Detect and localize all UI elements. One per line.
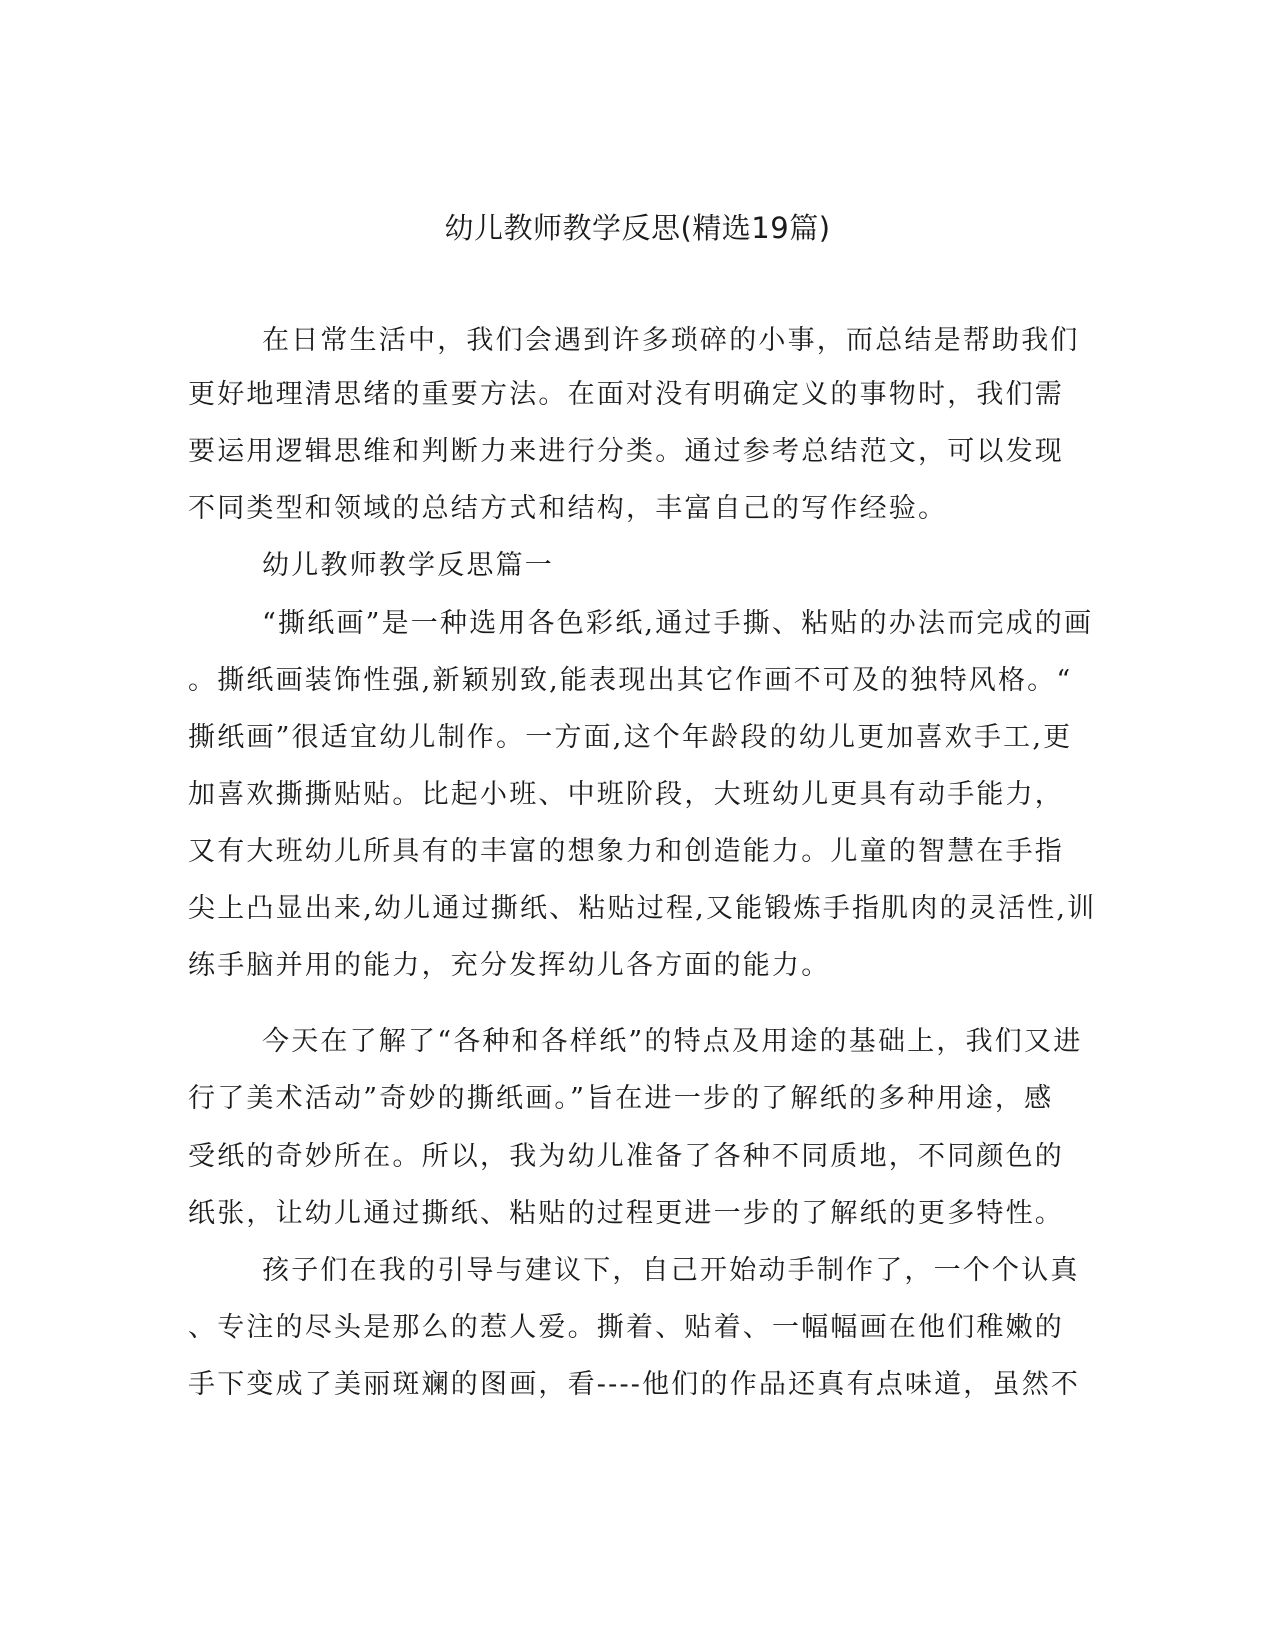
- body-text-line: “撕纸画”是一种选用各色彩纸,通过手撕、粘贴的办法而完成的画: [262, 608, 1094, 639]
- body-text-line: 尖上凸显出来,幼儿通过撕纸、粘贴过程,又能锻炼手指肌肉的灵活性,训: [188, 893, 1097, 924]
- body-text-line: 纸张，让幼儿通过撕纸、粘贴的过程更进一步的了解纸的更多特性。: [188, 1198, 1064, 1229]
- body-text-line: 、专注的尽头是那么的惹人爱。撕着、贴着、一幅幅画在他们稚嫩的: [188, 1312, 1064, 1343]
- body-text-line: 又有大班幼儿所具有的丰富的想象力和创造能力。儿童的智慧在手指: [188, 836, 1064, 867]
- body-text-line: 更好地理清思绪的重要方法。在面对没有明确定义的事物时，我们需: [188, 379, 1064, 410]
- document-title: 幼儿教师教学反思(精选19篇): [444, 211, 831, 245]
- body-text-line: 加喜欢撕撕贴贴。比起小班、中班阶段，大班幼儿更具有动手能力，: [188, 779, 1064, 810]
- body-text-line: 要运用逻辑思维和判断力来进行分类。通过参考总结范文，可以发现: [188, 436, 1064, 467]
- body-text-line: 受纸的奇妙所在。所以，我为幼儿准备了各种不同质地，不同颜色的: [188, 1141, 1064, 1172]
- body-text-line: 在日常生活中，我们会遇到许多琐碎的小事，而总结是帮助我们: [262, 325, 1080, 356]
- body-text-line: 孩子们在我的引导与建议下，自己开始动手制作了，一个个认真: [262, 1255, 1080, 1286]
- body-text-line: 今天在了解了“各种和各样纸”的特点及用途的基础上，我们又进: [262, 1026, 1083, 1057]
- body-text-line: 撕纸画”很适宜幼儿制作。一方面,这个年龄段的幼儿更加喜欢手工,更: [188, 722, 1073, 753]
- body-text-line: 练手脑并用的能力，充分发挥幼儿各方面的能力。: [188, 950, 831, 981]
- body-text-line: 不同类型和领域的总结方式和结构，丰富自己的写作经验。: [188, 493, 948, 524]
- body-text-line: 手下变成了美丽斑斓的图画，看----他们的作品还真有点味道，虽然不: [188, 1369, 1081, 1400]
- section-heading: 幼儿教师教学反思篇一: [262, 550, 554, 581]
- body-text-line: 行了美术活动”奇妙的撕纸画。”旨在进一步的了解纸的多种用途，感: [188, 1083, 1054, 1114]
- body-text-line: 。撕纸画装饰性强,新颖别致,能表现出其它作画不可及的独特风格。“: [188, 665, 1073, 696]
